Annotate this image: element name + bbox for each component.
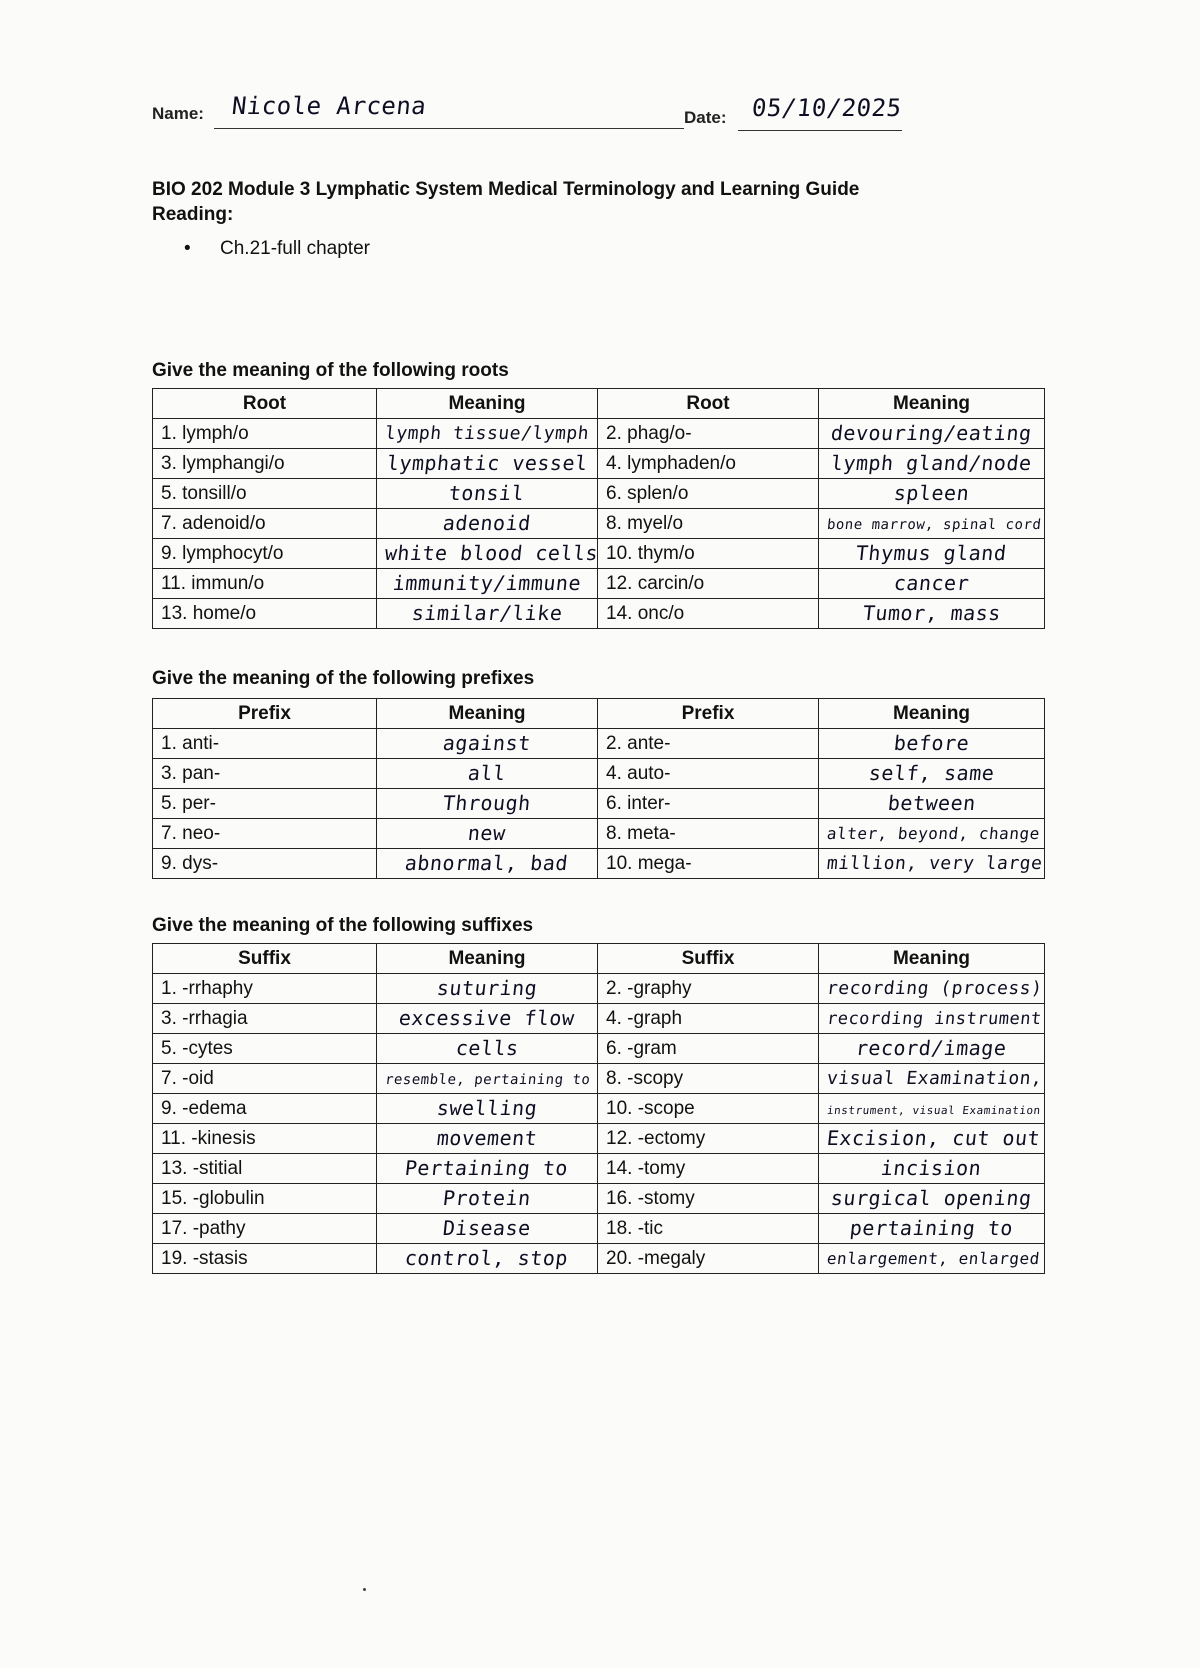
term-cell: 1. anti- <box>153 729 377 759</box>
term-cell: 20. -megaly <box>598 1244 819 1274</box>
meaning-answer-cell[interactable] <box>819 1214 1045 1244</box>
column-header-suffix: Suffix <box>598 944 819 974</box>
term-cell: 1. lymph/o <box>153 419 377 449</box>
column-header-meaning: Meaning <box>819 699 1045 729</box>
handwritten-answer: enlargement, enlarged <box>826 1248 1041 1268</box>
term-cell: 11. -kinesis <box>153 1124 377 1154</box>
meaning-answer-cell[interactable] <box>819 789 1045 819</box>
meaning-answer-cell[interactable] <box>819 729 1045 759</box>
table-row <box>153 509 1045 539</box>
roots-table <box>152 388 1045 629</box>
meaning-answer-cell[interactable] <box>377 449 598 479</box>
meaning-answer-cell[interactable] <box>819 1034 1045 1064</box>
handwritten-answer: between <box>886 791 977 815</box>
handwritten-answer: million, very large <box>825 852 1044 874</box>
term-cell: 11. immun/o <box>153 569 377 599</box>
term-cell: 4. lymphaden/o <box>598 449 819 479</box>
meaning-answer-cell[interactable] <box>377 1004 598 1034</box>
handwritten-answer: abnormal, bad <box>404 851 570 875</box>
table-row <box>153 1184 1045 1214</box>
meaning-answer-cell[interactable] <box>819 1154 1045 1184</box>
name-underline <box>214 128 684 129</box>
name-label: Name: <box>152 104 204 123</box>
handwritten-answer: recording (process) <box>825 977 1044 999</box>
handwritten-answer: resemble, pertaining to <box>384 1071 592 1088</box>
term-cell: 13. -stitial <box>153 1154 377 1184</box>
handwritten-answer: pertaining to <box>848 1216 1015 1240</box>
handwritten-answer: alter, beyond, change <box>826 823 1041 843</box>
handwritten-answer: instrument, visual Examination <box>826 1103 1042 1117</box>
term-cell: 10. -scope <box>598 1094 819 1124</box>
document-title: BIO 202 Module 3 Lymphatic System Medical Terminology and Learning Guide <box>152 179 860 200</box>
meaning-answer-cell[interactable] <box>377 1184 598 1214</box>
term-cell: 4. -graph <box>598 1004 819 1034</box>
suffixes-heading: Give the meaning of the following suffixes <box>152 915 534 936</box>
term-cell: 6. inter- <box>598 789 819 819</box>
term-cell: 10. thym/o <box>598 539 819 569</box>
table-row <box>153 1004 1045 1034</box>
term-cell: 14. onc/o <box>598 599 819 629</box>
table-row <box>153 789 1045 819</box>
term-cell: 13. home/o <box>153 599 377 629</box>
term-cell: 16. -stomy <box>598 1184 819 1214</box>
column-header-meaning: Meaning <box>377 699 598 729</box>
table-row <box>153 1214 1045 1244</box>
handwritten-answer: against <box>441 731 533 755</box>
handwritten-answer: immunity/immune <box>391 571 583 595</box>
meaning-answer-cell[interactable] <box>819 1124 1045 1154</box>
meaning-answer-cell[interactable] <box>377 1064 598 1094</box>
handwritten-answer: new <box>466 821 508 845</box>
meaning-answer-cell[interactable] <box>819 819 1045 849</box>
meaning-answer-cell[interactable] <box>377 1034 598 1064</box>
term-cell: 17. -pathy <box>153 1214 377 1244</box>
meaning-answer-cell[interactable] <box>377 569 598 599</box>
handwritten-answer: Protein <box>441 1186 533 1210</box>
term-cell: 14. -tomy <box>598 1154 819 1184</box>
table-header-row <box>153 699 1045 729</box>
term-cell: 12. carcin/o <box>598 569 819 599</box>
column-header-meaning: Meaning <box>819 389 1045 419</box>
term-cell: 19. -stasis <box>153 1244 377 1274</box>
meaning-answer-cell[interactable] <box>377 509 598 539</box>
meaning-answer-cell[interactable] <box>819 1064 1045 1094</box>
handwritten-answer: Excision, cut out <box>825 1126 1042 1150</box>
column-header-root: Root <box>153 389 377 419</box>
term-cell: 8. -scopy <box>598 1064 819 1094</box>
table-row <box>153 569 1045 599</box>
table-header-row <box>153 944 1045 974</box>
handwritten-answer: surgical opening <box>829 1186 1034 1210</box>
meaning-answer-cell[interactable] <box>819 849 1045 879</box>
term-cell: 2. -graphy <box>598 974 819 1004</box>
handwritten-answer: excessive flow <box>397 1006 577 1030</box>
table-row <box>153 974 1045 1004</box>
meaning-answer-cell[interactable] <box>819 479 1045 509</box>
reading-item-text: Ch.21-full chapter <box>220 238 370 259</box>
handwritten-answer: suturing <box>435 976 539 1000</box>
meaning-answer-cell[interactable] <box>819 419 1045 449</box>
handwritten-answer: similar/like <box>410 601 564 625</box>
term-cell: 10. mega- <box>598 849 819 879</box>
meaning-answer-cell[interactable] <box>377 974 598 1004</box>
table-row <box>153 599 1045 629</box>
reading-label: Reading: <box>152 204 234 225</box>
term-cell: 2. phag/o- <box>598 419 819 449</box>
handwritten-answer: lymph gland/node <box>829 451 1034 475</box>
term-cell: 4. auto- <box>598 759 819 789</box>
handwritten-answer: control, stop <box>404 1246 570 1270</box>
meaning-answer-cell[interactable] <box>377 599 598 629</box>
table-row <box>153 759 1045 789</box>
table-row <box>153 819 1045 849</box>
term-cell: 7. neo- <box>153 819 377 849</box>
handwritten-answer: cancer <box>892 571 971 595</box>
handwritten-answer: Pertaining to <box>404 1156 570 1180</box>
term-cell: 5. -cytes <box>153 1034 377 1064</box>
column-header-meaning: Meaning <box>819 944 1045 974</box>
date-label: Date: <box>684 108 727 127</box>
term-cell: 8. meta- <box>598 819 819 849</box>
handwritten-answer: record/image <box>854 1036 1009 1060</box>
stray-mark <box>363 1588 366 1591</box>
handwritten-answer: recording instrument <box>825 1008 1043 1029</box>
handwritten-answer: cells <box>454 1036 520 1060</box>
suffixes-table <box>152 943 1045 1274</box>
column-header-meaning: Meaning <box>377 389 598 419</box>
meaning-answer-cell[interactable] <box>377 789 598 819</box>
handwritten-answer: bone marrow, spinal cord <box>826 516 1043 533</box>
term-cell: 3. pan- <box>153 759 377 789</box>
term-cell: 8. myel/o <box>598 509 819 539</box>
table-header-row <box>153 389 1045 419</box>
table-row <box>153 849 1045 879</box>
handwritten-answer: Thymus gland <box>854 541 1009 565</box>
handwritten-answer: white blood cells <box>383 541 600 565</box>
handwritten-answer: adenoid <box>441 511 533 535</box>
handwritten-answer: self, same <box>867 761 996 785</box>
meaning-answer-cell[interactable] <box>819 1244 1045 1274</box>
meaning-answer-cell[interactable] <box>377 729 598 759</box>
term-cell: 9. dys- <box>153 849 377 879</box>
term-cell: 7. -oid <box>153 1064 377 1094</box>
meaning-answer-cell[interactable] <box>819 539 1045 569</box>
term-cell: 5. tonsill/o <box>153 479 377 509</box>
column-header-root: Root <box>598 389 819 419</box>
prefixes-table <box>152 698 1045 879</box>
meaning-answer-cell[interactable] <box>377 759 598 789</box>
table-row <box>153 419 1045 449</box>
table-row <box>153 539 1045 569</box>
column-header-meaning: Meaning <box>377 944 598 974</box>
handwritten-answer: tonsil <box>448 481 526 505</box>
table-row <box>153 729 1045 759</box>
term-cell: 9. -edema <box>153 1094 377 1124</box>
handwritten-answer: incision <box>880 1156 983 1180</box>
meaning-answer-cell[interactable] <box>819 599 1045 629</box>
bullet-icon: • <box>184 238 191 259</box>
table-row <box>153 1124 1045 1154</box>
term-cell: 12. -ectomy <box>598 1124 819 1154</box>
table-row <box>153 1154 1045 1184</box>
column-header-suffix: Suffix <box>153 944 377 974</box>
handwritten-answer: lymph tissue/lymph <box>383 422 591 444</box>
table-row <box>153 449 1045 479</box>
meaning-answer-cell[interactable] <box>377 1154 598 1184</box>
table-row <box>153 1244 1045 1274</box>
meaning-answer-cell[interactable] <box>377 419 598 449</box>
prefixes-heading: Give the meaning of the following prefixes <box>152 668 535 689</box>
table-row <box>153 1094 1045 1124</box>
meaning-answer-cell[interactable] <box>819 569 1045 599</box>
term-cell: 18. -tic <box>598 1214 819 1244</box>
header <box>152 92 902 132</box>
reading-list-item <box>184 238 370 260</box>
column-header-prefix: Prefix <box>598 699 819 729</box>
handwritten-answer: all <box>466 761 508 785</box>
handwritten-answer: spleen <box>892 481 971 505</box>
meaning-answer-cell[interactable] <box>819 509 1045 539</box>
meaning-answer-cell[interactable] <box>819 449 1045 479</box>
name-field[interactable]: Nicole Arcena <box>230 92 428 120</box>
term-cell: 9. lymphocyt/o <box>153 539 377 569</box>
handwritten-answer: lymphatic vessel <box>385 451 589 475</box>
term-cell: 7. adenoid/o <box>153 509 377 539</box>
meaning-answer-cell[interactable] <box>819 1094 1045 1124</box>
roots-heading: Give the meaning of the following roots <box>152 360 509 381</box>
handwritten-answer: swelling <box>435 1096 539 1120</box>
meaning-answer-cell[interactable] <box>377 1214 598 1244</box>
meaning-answer-cell[interactable] <box>819 974 1045 1004</box>
handwritten-answer: Disease <box>441 1216 533 1240</box>
date-underline <box>738 130 902 131</box>
term-cell: 2. ante- <box>598 729 819 759</box>
term-cell: 5. per- <box>153 789 377 819</box>
term-cell: 1. -rrhaphy <box>153 974 377 1004</box>
handwritten-answer: Through <box>441 791 533 815</box>
column-header-prefix: Prefix <box>153 699 377 729</box>
handwritten-answer: before <box>892 731 971 755</box>
table-row <box>153 479 1045 509</box>
handwritten-answer: Tumor, mass <box>861 601 1002 625</box>
meaning-answer-cell[interactable] <box>377 1124 598 1154</box>
meaning-answer-cell[interactable] <box>819 759 1045 789</box>
term-cell: 3. -rrhagia <box>153 1004 377 1034</box>
meaning-answer-cell[interactable] <box>377 1094 598 1124</box>
term-cell: 3. lymphangi/o <box>153 449 377 479</box>
term-cell: 15. -globulin <box>153 1184 377 1214</box>
date-field[interactable]: 05/10/2025 <box>750 94 903 122</box>
meaning-answer-cell[interactable] <box>819 1184 1045 1214</box>
meaning-answer-cell[interactable] <box>377 849 598 879</box>
handwritten-answer: devouring/eating <box>829 421 1034 445</box>
table-row <box>153 1034 1045 1064</box>
meaning-answer-cell[interactable] <box>377 539 598 569</box>
handwritten-answer: visual Examination, <box>825 1067 1044 1089</box>
term-cell: 6. splen/o <box>598 479 819 509</box>
meaning-answer-cell[interactable] <box>377 479 598 509</box>
meaning-answer-cell[interactable] <box>377 819 598 849</box>
term-cell: 6. -gram <box>598 1034 819 1064</box>
handwritten-answer: movement <box>435 1126 539 1150</box>
table-row <box>153 1064 1045 1094</box>
meaning-answer-cell[interactable] <box>819 1004 1045 1034</box>
meaning-answer-cell[interactable] <box>377 1244 598 1274</box>
